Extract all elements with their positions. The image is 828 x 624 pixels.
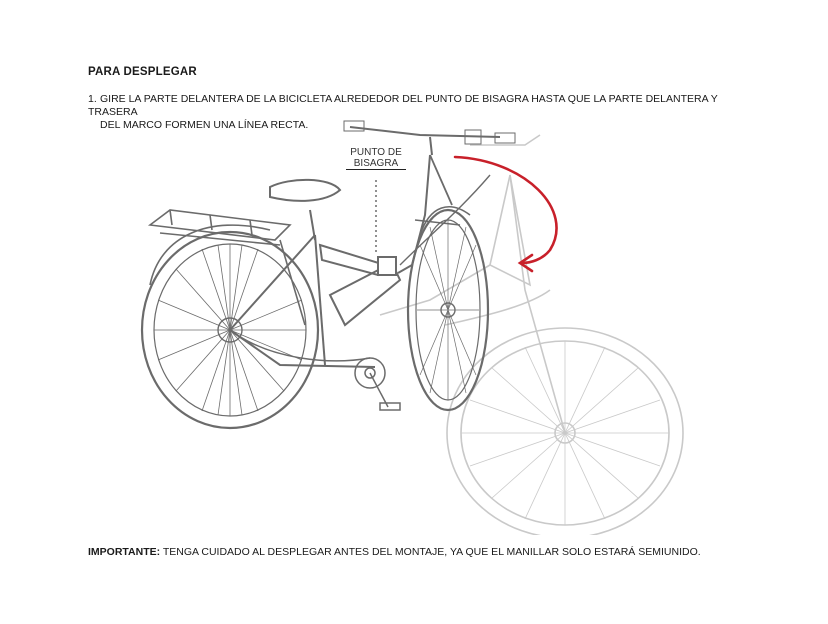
important-note xyxy=(88,546,701,558)
ghost-front-section xyxy=(380,135,683,535)
front-spokes xyxy=(417,220,479,400)
hinge-block xyxy=(378,257,396,275)
pedal xyxy=(380,403,400,410)
drivetrain xyxy=(230,330,400,410)
important-keyword: IMPORTANTE: xyxy=(88,546,161,558)
top-tube xyxy=(320,245,385,275)
hinge-point-label xyxy=(346,147,406,170)
right-grip xyxy=(495,133,515,143)
handlebar xyxy=(350,127,500,137)
ghost-fork xyxy=(510,175,565,433)
unfold-rotation-arrow xyxy=(455,157,557,271)
bike-unfold-illustration xyxy=(130,115,700,535)
step-text-line-2: DEL MARCO FORMEN UNA LÍNEA RECTA. xyxy=(100,119,309,131)
frame xyxy=(230,180,400,367)
chainstay xyxy=(230,330,375,367)
hinge-label-line-2: BISAGRA xyxy=(346,158,406,170)
hinge-label-line-1: PUNTO DE xyxy=(350,147,402,158)
section-title: PARA DESPLEGAR xyxy=(88,66,197,78)
seat-post xyxy=(310,210,315,240)
left-grip xyxy=(344,121,364,131)
saddle xyxy=(270,180,340,201)
step-text-line-1: GIRE LA PARTE DELANTERA DE LA BICICLETA ALREDEDOR DEL PUNTO DE BISAGRA HASTA QUE LA PARTE DELANTERA Y TRASERA xyxy=(88,93,718,118)
bike-illustration-svg xyxy=(130,115,700,535)
important-text: TENGA CUIDADO AL DESPLEGAR ANTES DEL MONTAJE, YA QUE EL MANILLAR SOLO ESTARÁ SEMIUNIDO. xyxy=(162,546,701,558)
step-number: 1. xyxy=(88,93,97,105)
head-tube xyxy=(398,155,430,273)
rear-wheel xyxy=(142,225,318,428)
